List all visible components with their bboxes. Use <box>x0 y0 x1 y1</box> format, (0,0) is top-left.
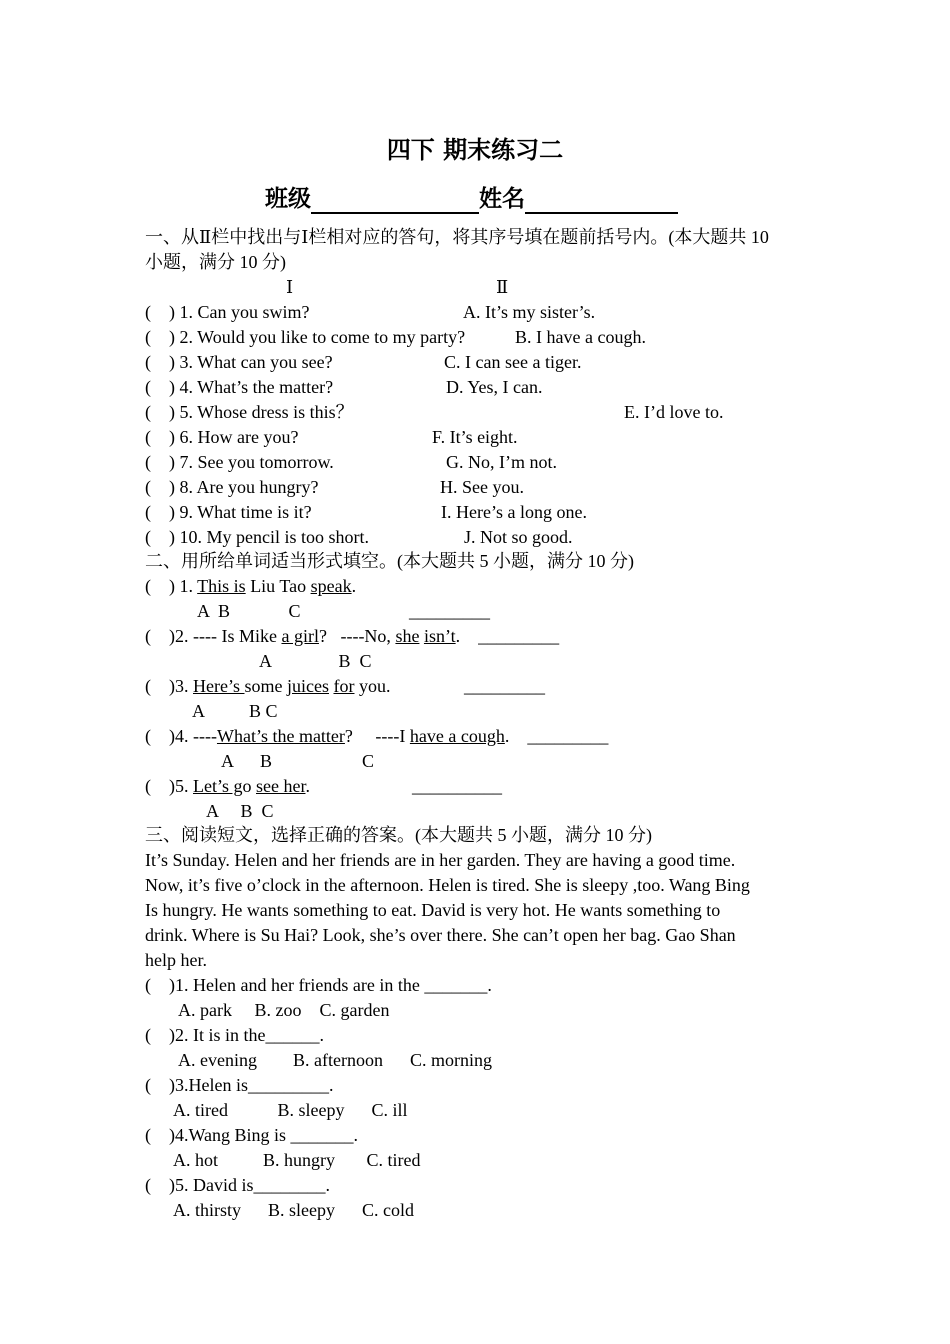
reading-question: ( )4.Wang Bing is _______. <box>145 1125 359 1145</box>
match-answer: A. It’s my sister’s. <box>463 302 596 322</box>
q-text: ( )5. <box>145 776 193 796</box>
q-text: ( )2. ---- Is Mike <box>145 626 282 646</box>
fill-question-2 <box>145 624 559 649</box>
q-text: . <box>305 776 310 796</box>
option-labels: A B C <box>221 751 375 771</box>
q-text: some <box>244 676 287 696</box>
answer-blank[interactable]: __________ <box>412 776 502 796</box>
column-2-label: Ⅱ <box>496 277 509 297</box>
passage-line: drink. Where is Su Hai? Look, she’s over there. She can’t open her bag. Gao Shan <box>145 925 736 945</box>
match-answer: F. It’s eight. <box>432 427 518 447</box>
q-underlined: What’s the matter <box>216 726 345 746</box>
q-text: you. <box>354 676 391 696</box>
reading-question: ( )1. Helen and her friends are in the _______. <box>145 975 492 995</box>
name-blank[interactable] <box>525 190 678 214</box>
q-underlined: juices <box>286 676 329 696</box>
fill-question-5 <box>145 774 310 799</box>
q-text: Liu Tao <box>245 576 311 596</box>
fill-question-1 <box>145 574 356 599</box>
match-answer: C. I can see a tiger. <box>444 352 582 372</box>
q-underlined: a girl <box>281 626 319 646</box>
match-answer: I. Here’s a long one. <box>441 502 587 522</box>
answer-blank[interactable]: _________ <box>464 676 545 696</box>
section1-heading-cont: 小题，满分 10 分) <box>145 252 286 272</box>
column-1-label: Ⅰ <box>286 277 294 297</box>
match-question: ( ) 10. My pencil is too short. <box>145 527 369 547</box>
q-underlined: This is <box>197 576 246 596</box>
q-text: ( )3. <box>145 676 193 696</box>
section3-heading: 三、阅读短文，选择正确的答案。(本大题共 5 小题，满分 10 分) <box>145 825 652 845</box>
answer-blank[interactable]: _________ <box>409 601 490 621</box>
option-labels: A B C <box>206 801 274 821</box>
match-question: ( ) 2. Would you like to come to my party? <box>145 327 466 347</box>
section1-heading: 一、从Ⅱ栏中找出与Ⅰ栏相对应的答句，将其序号填在题前括号内。(本大题共 10 <box>145 227 769 247</box>
section2-heading: 二、用所给单词适当形式填空。(本大题共 5 小题，满分 10 分) <box>145 551 634 571</box>
reading-question: ( )3.Helen is_________. <box>145 1075 334 1095</box>
passage-line: help her. <box>145 950 207 970</box>
fill-question-4 <box>145 724 608 749</box>
match-question: ( ) 1. Can you swim? <box>145 302 310 322</box>
q-text: ( )4. ---- <box>145 726 217 746</box>
match-question: ( ) 3. What can you see? <box>145 352 333 372</box>
reading-options: A. tired B. sleepy C. ill <box>173 1100 408 1120</box>
match-answer: G. No, I’m not. <box>446 452 557 472</box>
q-text: o <box>242 776 256 796</box>
q-text: ( ) 1. <box>145 576 198 596</box>
class-label: 班级 <box>265 186 311 212</box>
q-text: . <box>351 576 357 596</box>
q-underlined: Here’s <box>193 676 245 696</box>
match-question: ( ) 8. Are you hungry? <box>145 477 319 497</box>
option-labels: A B C <box>259 651 372 671</box>
fill-question-3 <box>145 674 390 699</box>
reading-options: A. evening B. afternoon C. morning <box>178 1050 492 1070</box>
reading-question: ( )5. David is________. <box>145 1175 330 1195</box>
match-answer: H. See you. <box>440 477 524 497</box>
match-answer: B. I have a cough. <box>515 327 646 347</box>
q-text: ? ----I <box>344 726 410 746</box>
q-underlined: Let’s g <box>193 776 243 796</box>
match-question: ( ) 4. What’s the matter? <box>145 377 334 397</box>
class-blank[interactable] <box>311 190 479 214</box>
passage-line: It’s Sunday. Helen and her friends are in her garden. They are having a good time. <box>145 850 736 870</box>
reading-options: A. thirsty B. sleepy C. cold <box>173 1200 414 1220</box>
match-answer: E. I’d love to. <box>624 402 724 422</box>
match-question: ( ) 7. See you tomorrow. <box>145 452 334 472</box>
name-label: 姓名 <box>479 186 525 212</box>
match-answer: D. Yes, I can. <box>446 377 543 397</box>
q-underlined: see her <box>256 776 306 796</box>
match-question: ( ) 9. What time is it? <box>145 502 312 522</box>
q-underlined: isn’t <box>423 626 456 646</box>
q-text: ? ----No, <box>318 626 396 646</box>
class-name-line <box>265 184 678 214</box>
reading-options: A. hot B. hungry C. tired <box>173 1150 421 1170</box>
match-answer: J. Not so good. <box>464 527 573 547</box>
q-underlined: for <box>333 676 355 696</box>
reading-options: A. park B. zoo C. garden <box>178 1000 390 1020</box>
q-text: . _________ <box>504 726 609 746</box>
q-text: . _________ <box>455 626 560 646</box>
option-labels: A B C <box>197 601 301 621</box>
reading-question: ( )2. It is in the______. <box>145 1025 324 1045</box>
page-title: 四下 期末练习二 <box>386 136 564 164</box>
match-question: ( ) 6. How are you? <box>145 427 299 447</box>
match-question: ( ) 5. Whose dress is this？ <box>145 402 354 422</box>
passage-line: Is hungry. He wants something to eat. David is very hot. He wants something to <box>145 900 721 920</box>
option-labels: A B C <box>192 701 278 721</box>
q-underlined: speak <box>310 576 352 596</box>
q-underlined: have a cough <box>409 726 505 746</box>
passage-line: Now, it’s five o’clock in the afternoon. Helen is tired. She is sleepy ,too. Wang Bing <box>145 875 750 895</box>
q-underlined: she <box>395 626 420 646</box>
